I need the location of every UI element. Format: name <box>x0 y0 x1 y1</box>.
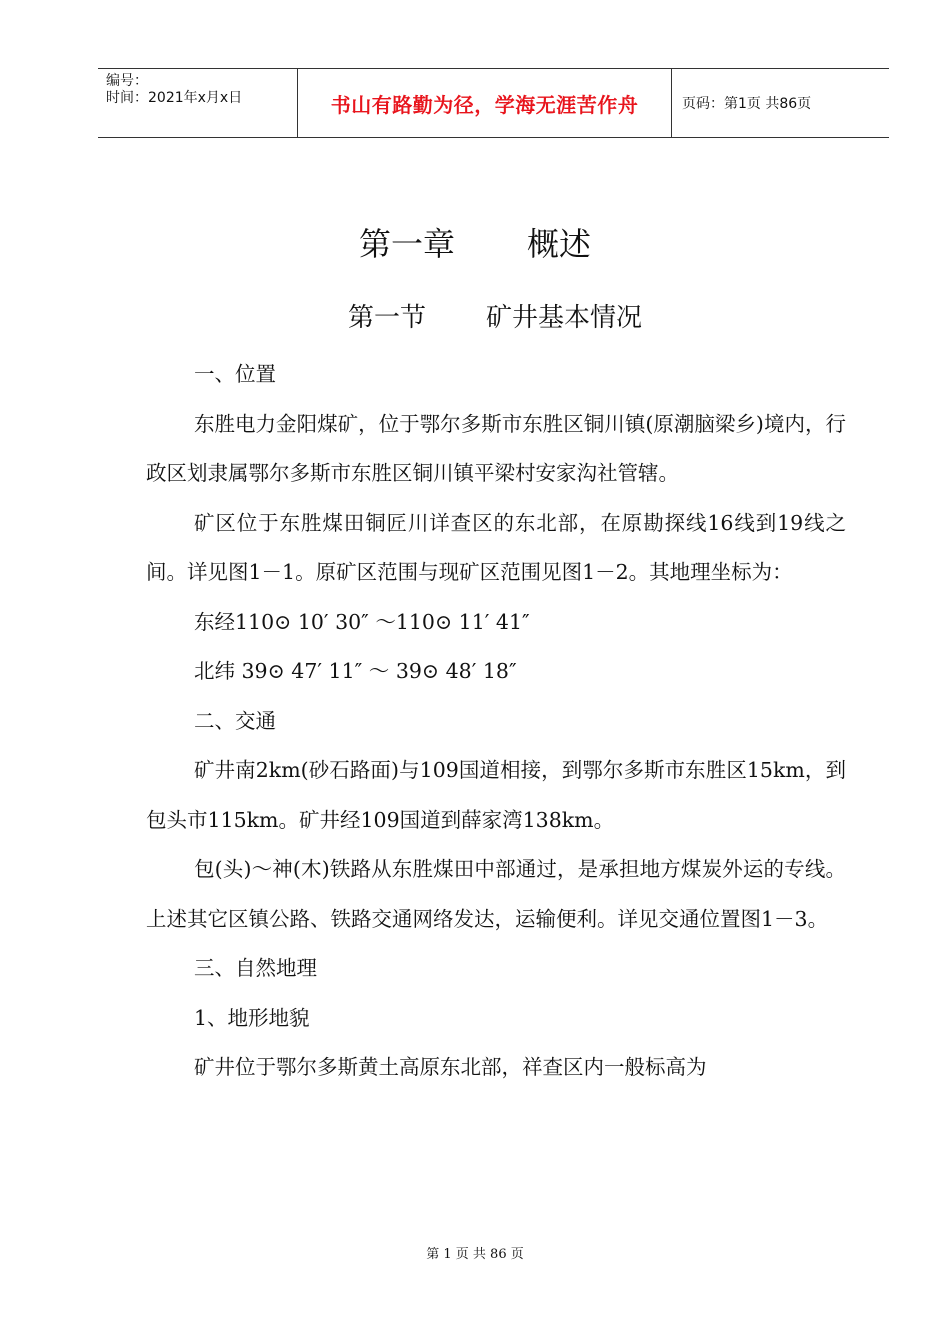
paragraph-mine-area: 矿区位于东胜煤田铜匠川详查区的东北部，在原勘探线16线到19线之间。详见图1－1。原矿区范围与现矿区范围见图1－2。其地理坐标为： <box>146 510 846 584</box>
paragraph-terrain: 矿井位于鄂尔多斯黄土高原东北部，祥查区内一般标高为 <box>194 1055 707 1079</box>
chapter-title <box>0 222 950 266</box>
paragraph-road: 矿井南2km(砂石路面)与109国道相接，到鄂尔多斯市东胜区15km，到包头市115km。矿井经109国道到薛家湾138km。 <box>146 758 846 832</box>
header-motto: 书山有路勤为径，学海无涯苦作舟 <box>298 69 672 137</box>
page-footer: 第 1 页 共 86 页 <box>426 1247 524 1262</box>
header-meta-cell <box>98 69 298 137</box>
section-name: 矿井基本情况 <box>486 303 643 333</box>
heading-geography: 三、自然地理 <box>194 956 317 980</box>
header-page-info: 页码：第1页 共86页 <box>682 96 812 112</box>
time-label: 时间：2021年x月x日 <box>106 90 243 106</box>
section-number: 第一节 <box>347 303 426 333</box>
heading-terrain: 1、地形地貌 <box>194 1005 310 1030</box>
heading-traffic: 二、交通 <box>194 708 276 733</box>
paragraph-railway: 包(头)～神(木)铁路从东胜煤田中部通过，是承担地方煤炭外运的专线。上述其它区镇公路、铁路交通网络发达，运输便利。详见交通位置图1－3。 <box>146 857 846 931</box>
paragraph-location: 东胜电力金阳煤矿，位于鄂尔多斯市东胜区铜川镇(原潮脑梁乡)境内，行政区划隶属鄂尔多斯市东胜区铜川镇平梁村安家沟社管辖。 <box>146 411 846 485</box>
chapter-number: 第一章 <box>358 225 455 263</box>
body-content <box>146 350 846 1093</box>
document-header <box>98 68 889 138</box>
coordinate-longitude: 东经110⊙ 10′ 30″ ～110⊙ 11′ 41″ <box>194 609 530 634</box>
heading-location: 一、位置 <box>194 362 276 386</box>
serial-label: 编号： <box>106 73 148 89</box>
section-title <box>0 298 950 338</box>
coordinate-latitude: 北纬 39⊙ 47′ 11″ ～ 39⊙ 48′ 18″ <box>194 659 517 683</box>
chapter-name: 概述 <box>527 225 592 263</box>
